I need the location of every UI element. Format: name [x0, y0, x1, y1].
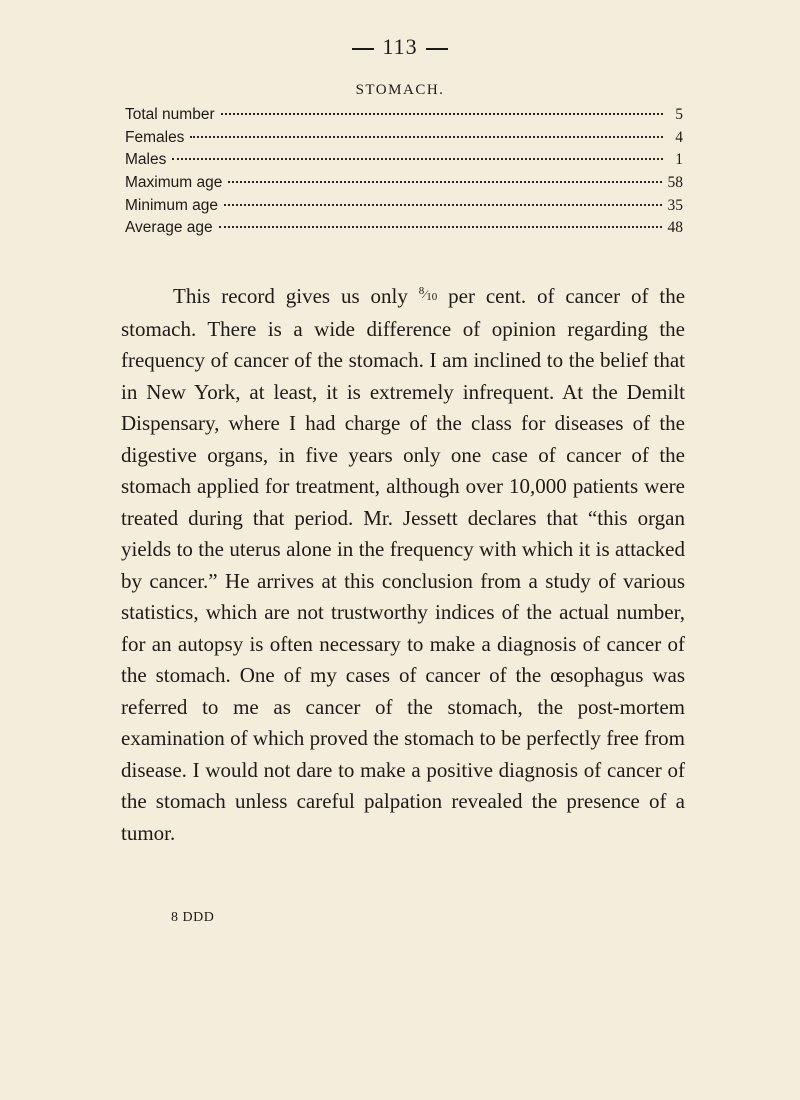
left-dash	[352, 48, 374, 50]
fraction-numerator: 8	[418, 285, 425, 297]
dot-leader	[228, 181, 661, 183]
body-paragraph	[121, 276, 685, 849]
paragraph-text-rest: per cent. of cancer of the stomach. There is a wide difference of opinion regarding the frequency of cancer of the stomach. I am inclined to the belief that in New York, at least, it is extremely infrequent. At the Demilt Dispensary, where I had charge of the class for diseases of the digestive organs, in five years only one case of cancer of the stomach applied for treatment, although over 10,000 patients were treated during that period. Mr. Jessett declares that “this organ yields to the uterus alone in the frequency with which it is attacked by cancer.” He arrives at this conclusion from a study of various statistics, which are not trustworthy indices of the actual number, for an autopsy is often necessary to make a diagnosis of cancer of the stomach. One of my cases of cancer of the œsophagus was referred to me as cancer of the stomach, the post-mortem examination of which proved the stomach to be perfectly free from disease. I would not dare to make a positive diagnosis of cancer of the stomach unless careful palpation revealed the presence of a tumor.	[121, 284, 686, 845]
signature-mark: 8 DDD	[171, 910, 215, 925]
fraction: $^8⁄_{10}$	[418, 285, 438, 303]
stat-value: 48	[667, 219, 683, 237]
stat-label: Maximum age	[125, 174, 223, 192]
stat-label: Females	[125, 128, 185, 146]
stat-row-minimum-age	[125, 195, 683, 218]
fraction-denominator: 10	[426, 291, 438, 303]
stat-value: 5	[675, 106, 683, 123]
stat-value: 4	[675, 128, 683, 146]
stat-row-total-number	[125, 104, 683, 127]
dot-leader	[219, 226, 662, 228]
stat-label: Minimum age	[125, 196, 219, 214]
stat-label: Total number	[125, 106, 215, 123]
right-dash	[426, 48, 448, 50]
page-number-text: 113	[382, 34, 418, 59]
stat-row-females	[125, 127, 683, 150]
dot-leader	[172, 158, 663, 160]
stat-value: 35	[667, 196, 683, 214]
dot-leader	[190, 136, 663, 138]
stat-row-average-age	[125, 217, 683, 240]
paragraph-text-start: This record gives us only	[173, 284, 408, 308]
dot-leader	[221, 113, 663, 115]
dot-leader	[224, 204, 661, 206]
section-heading: STOMACH.	[355, 82, 445, 98]
page-number	[0, 34, 800, 60]
stat-label: Males	[125, 151, 167, 169]
stat-value: 58	[667, 174, 683, 192]
stat-value: 1	[675, 151, 683, 169]
stat-row-males	[125, 149, 683, 172]
statistics-table	[125, 104, 683, 240]
stat-row-maximum-age	[125, 172, 683, 195]
stat-label: Average age	[125, 219, 213, 237]
